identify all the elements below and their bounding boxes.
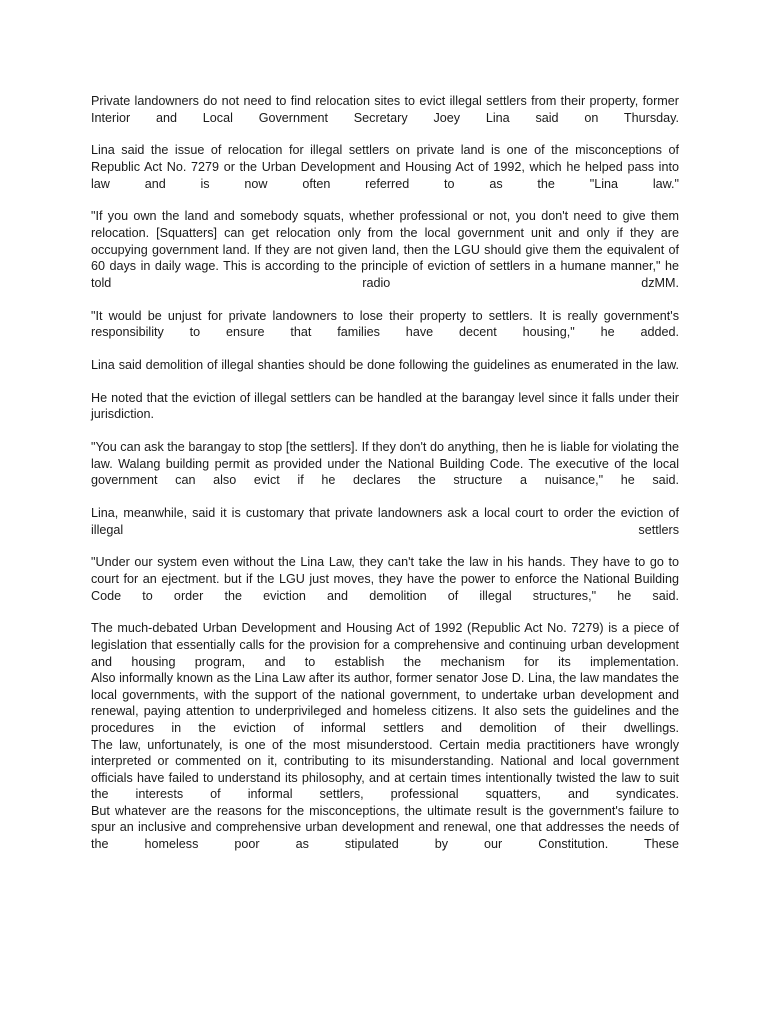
paragraph-10: The much-debated Urban Development and Housing Act of 1992 (Republic Act No. 7279) is a piece of legislation that essentially calls for the provision for a comprehensive and continuing urban development and housing program, and to establish the mechanism for its implementation. <box>91 621 679 669</box>
paragraph-4: "It would be unjust for private landowners to lose their property to settlers. It is really government's responsibility to ensure that families have decent housing," he added. <box>91 308 679 340</box>
paragraph-9: "Under our system even without the Lina Law, they can't take the law in his hands. They have to go to court for an ejectment. but if the LGU just moves, they have the power to enforce the National Building Code to order the eviction and demolition of illegal structures," he said. <box>91 555 679 603</box>
paragraph-3: "If you own the land and somebody squats, whether professional or not, you don't need to give them relocation. [Squatters] can get relocation only from the local government unit and only if they are occupying government land. If they are not given land, then the LGU should give them the equivalent of 60 days in daily wage. This is according to the principle of eviction of settlers in a humane manner," he told radio dzMM. <box>91 209 679 290</box>
paragraph-7: "You can ask the barangay to stop [the settlers]. If they don't do anything, then he is liable for violating the law. Walang building permit as provided under the National Building Code. The executive of the local government can also evict if he declares the structure a nuisance," he said. <box>91 440 679 488</box>
article-body <box>91 93 679 853</box>
paragraph-8: Lina, meanwhile, said it is customary that private landowners ask a local court to order the eviction of illegal settlers <box>91 506 679 537</box>
paragraph-2: Lina said the issue of relocation for illegal settlers on private land is one of the misconceptions of Republic Act No. 7279 or the Urban Development and Housing Act of 1992, which he helped pass into law and is now often referred to as the "Lina law." <box>91 143 679 191</box>
paragraph-5: Lina said demolition of illegal shanties should be done following the guidelines as enumerated in the law. <box>91 357 679 372</box>
paragraph-13: But whatever are the reasons for the misconceptions, the ultimate result is the government's failure to spur an inclusive and comprehensive urban development and renewal, one that addresses the needs of the homeless poor as stipulated by our Constitution. These <box>91 803 679 852</box>
paragraph-6: He noted that the eviction of illegal settlers can be handled at the barangay level since it falls under their jurisdiction. <box>91 390 679 422</box>
paragraph-1: Private landowners do not need to find relocation sites to evict illegal settlers from their property, former Interior and Local Government Secretary Joey Lina said on Thursday. <box>91 94 679 125</box>
paragraph-11: Also informally known as the Lina Law after its author, former senator Jose D. Lina, the law mandates the local governments, with the support of the national government, to undertake urban development and renewal, paying attention to underprivileged and homeless citizens. It also sets the guidelines and the procedures in the eviction of informal settlers and demolition of their dwellings. <box>91 671 679 735</box>
paragraph-12: The law, unfortunately, is one of the most misunderstood. Certain media practitioners have wrongly interpreted or commented on it, contributing to its misunderstanding. National and local government officials have failed to understand its philosophy, and at certain times intentionally twisted the law to suit the interests of informal settlers, professional squatters, and syndicates. <box>91 737 679 802</box>
